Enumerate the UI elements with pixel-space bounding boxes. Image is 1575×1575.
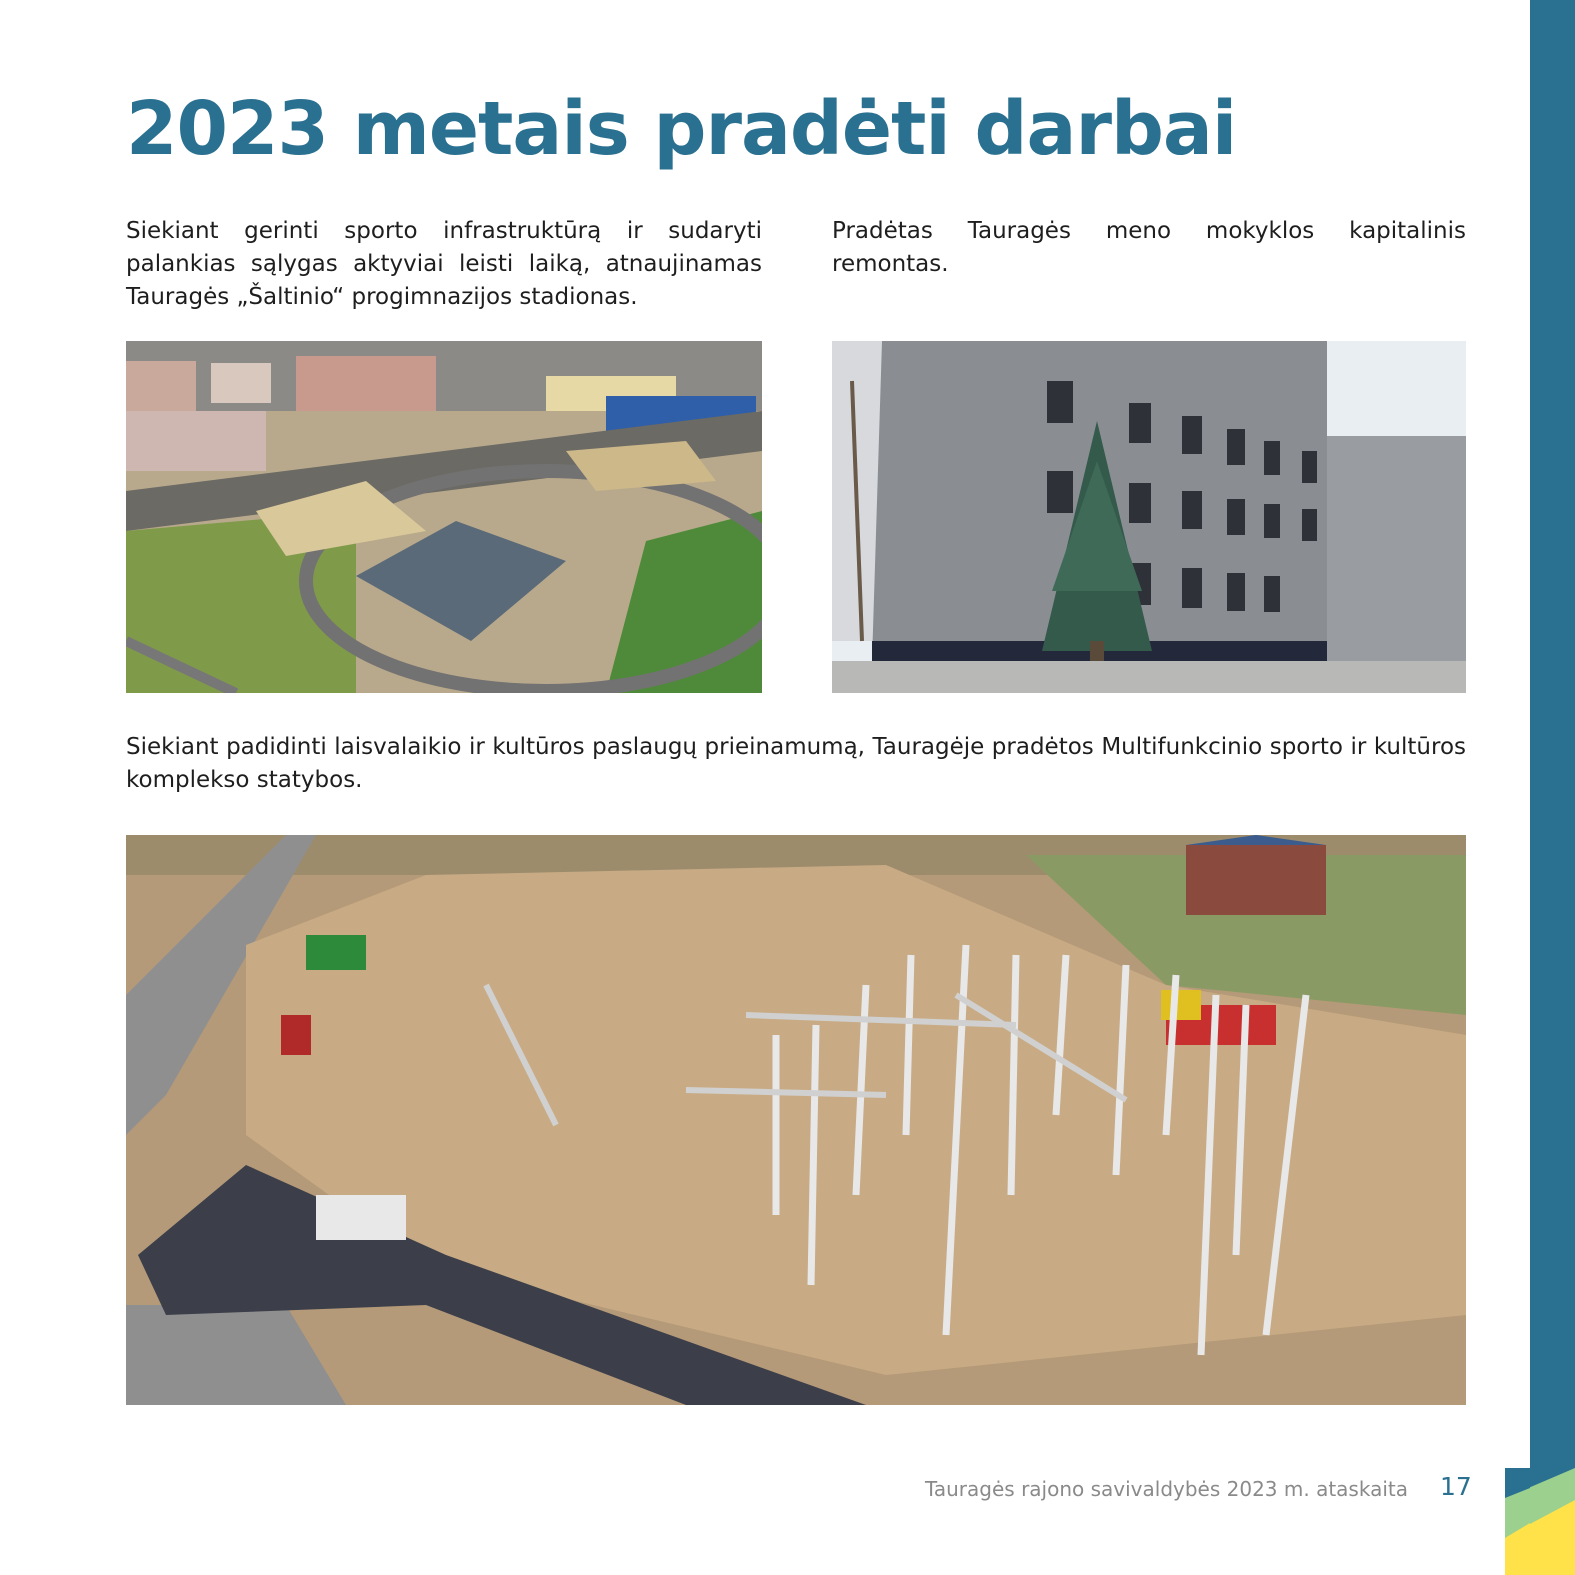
page-number: 17 [1440, 1472, 1472, 1501]
side-accent-bar [1530, 0, 1575, 1575]
report-title: Tauragės rajono savivaldybės 2023 m. ataskaita [924, 1477, 1408, 1501]
stadium-photo [126, 341, 762, 693]
school-photo [832, 341, 1466, 693]
stadium-paragraph: Siekiant gerinti sporto infrastruktūrą ir sudaryti palankias sąlygas aktyviai leisti laiką, atnaujinamas Tauragės „Šaltinio“ progimnazijos stadionas. [126, 218, 762, 310]
school-paragraph: Pradėtas Tauragės meno mokyklos kapitalinis remontas. [832, 218, 1466, 277]
page-title: 2023 metais pradėti darbai [126, 86, 1237, 172]
complex-paragraph: Siekiant padidinti laisvalaikio ir kultūros paslaugų prieinamumą, Tauragėje pradėtos Multifunkcinio sporto ir kultūros komplekso statybos. [126, 734, 1466, 793]
complex-photo [126, 835, 1466, 1405]
corner-accent [1505, 1468, 1530, 1575]
